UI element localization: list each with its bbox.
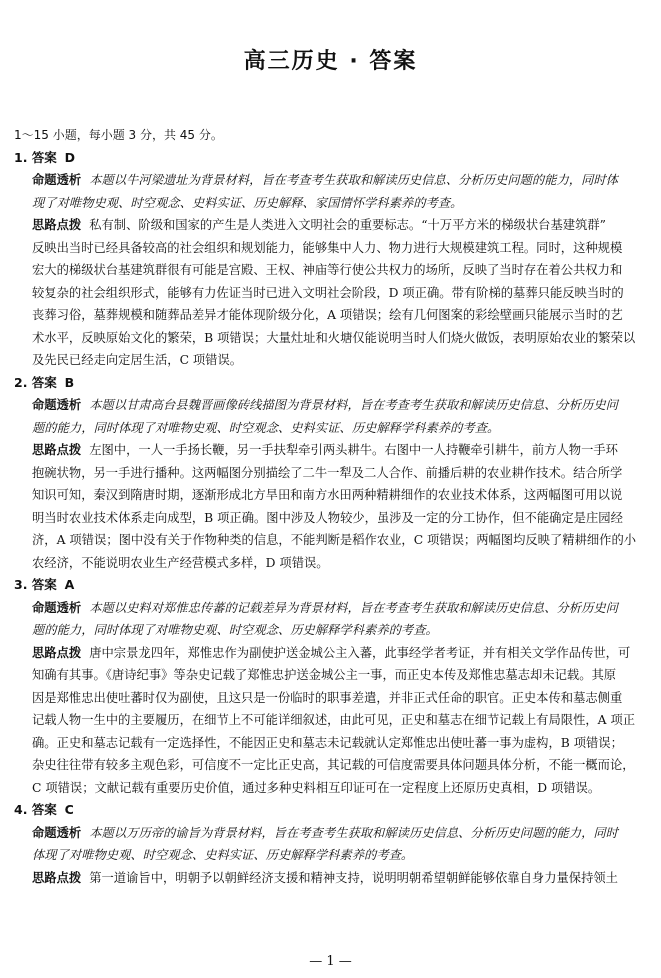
page-title: 高三历史 · 答案 <box>243 49 418 74</box>
question-3 <box>14 574 648 799</box>
analysis-text: 本题以史料对郑惟忠传蕃的记载差异为背景材料，旨在考查考生获取和解读历史信息、分析历史问 <box>89 600 618 615</box>
analysis-text: 题的能力，同时体现了对唯物史观、时空观念、历史解释学科素养的考查。 <box>32 623 438 637</box>
tip-text: 及先民已经走向定居生活，C 项错误。 <box>32 353 243 367</box>
tip-text: 杂史往往带有较多主观色彩，可信度不一定比正史高，其记载的可信度需要具体问题具体分析，不能一概而论， <box>32 758 635 772</box>
analysis-label: 命题透析 <box>32 173 82 187</box>
tip-text: 明当时农业技术体系走向成型，B 项正确。图中涉及人物较少，虽涉及一定的分工协作，但不能确定是庄园经 <box>32 510 623 525</box>
tip-label: 思路点拨 <box>32 443 82 457</box>
question-4 <box>14 799 648 889</box>
analysis-label: 命题透析 <box>32 398 82 412</box>
tip-text: 反映出当时已经具备较高的社会组织和规划能力，能够集中人力、物力进行大规模建筑工程。同时，这种规模 <box>32 240 623 255</box>
tip-text: 唐中宗景龙四年，郑惟忠作为副使护送金城公主入蕃，此事经学者考证，并有相关文学作品传世，可 <box>89 645 631 660</box>
answer-value: A <box>64 577 75 592</box>
answer-label: 3. 答案 <box>14 577 57 592</box>
tip-text: 丧葬习俗，墓葬规模和随葬品差异才能体现阶级分化，A 项错误；绘有几何图案的彩绘壁画只能展示当时的艺 <box>32 308 623 322</box>
tip-label: 思路点拨 <box>32 218 82 232</box>
answer-value: C <box>64 802 74 817</box>
analysis-text: 题的能力，同时体现了对唯物史观、时空观念、史料实证、历史解释学科素养的考查。 <box>32 420 500 435</box>
tip-label: 思路点拨 <box>32 870 82 885</box>
tip-text: 第一道谕旨中，明朝予以朝鲜经济支援和精神支持，说明明朝希望朝鲜能够依靠自身力量保持领土 <box>89 870 618 885</box>
analysis-text: 现了对唯物史观、时空观念、史料实证、历史解释、家国情怀学科素养的考查。 <box>32 195 463 210</box>
analysis-label: 命题透析 <box>32 825 82 840</box>
tip-text: 因是郑惟忠出使吐蕃时仅为副使，且这只是一份临时的职事差遣，并非正式任命的职官。正史本传和墓志侧重 <box>32 690 623 705</box>
tip-text: 术水平，反映原始文化的繁荣，B 项错误；大量灶址和火塘仅能说明当时人们烧火做饭，表明原始农业的繁荣以 <box>32 330 636 345</box>
analysis-label: 命题透析 <box>32 600 82 615</box>
answer-label: 2. 答案 <box>14 374 57 390</box>
tip-text: 记载人物一生中的主要履历，在细节上不可能详细叙述，由此可见，正史和墓志在细节记载上有局限性，A 项正 <box>32 713 636 727</box>
analysis-text: 本题以万历帝的谕旨为背景材料，旨在考查考生获取和解读历史信息、分析历史问题的能力，同时 <box>89 825 618 840</box>
tip-text: 知识可知，秦汉到隋唐时期，逐渐形成北方旱田和南方水田两种精耕细作的农业技术体系，这两幅图可用以说 <box>32 488 623 502</box>
analysis-text: 本题以甘肃高台县魏晋画像砖线描图为背景材料，旨在考查考生获取和解读历史信息、分析历史问 <box>89 398 618 412</box>
page-number: — 1 — <box>309 954 352 969</box>
tip-text: 知确有其事。《唐诗纪事》等杂史记载了郑惟忠护送金城公主一事，而正史本传及郑惟忠墓志却未记载。其原 <box>32 668 617 682</box>
question-2 <box>14 372 648 575</box>
section-header: 1～15 小题，每小题 3 分，共 45 分。 <box>14 128 223 142</box>
answer-value: B <box>64 374 75 390</box>
tip-text: 宏大的梯级状台基建筑群很有可能是宫殿、王权、神庙等行使公共权力的场所，反映了当时存在着公共权力和 <box>32 263 623 277</box>
tip-text: C 项错误；文献记载有重要历史价值，通过多种史料相互印证可在一定程度上还原历史真相，D 项错误。 <box>32 780 601 795</box>
tip-text: 抱碗状物，另一手进行播种。这两幅图分别描绘了二牛一犁及二人合作、前播后耕的农业耕作技术。结合所学 <box>32 465 623 480</box>
answer-label: 4. 答案 <box>14 802 57 817</box>
tip-text: 确。正史和墓志记载有一定选择性，不能因正史和墓志未记载就认定郑惟忠出使吐蕃一事为虚构，B 项错误； <box>32 735 623 750</box>
tip-label: 思路点拨 <box>32 645 82 660</box>
answer-value: D <box>64 149 76 165</box>
question-1 <box>14 147 648 372</box>
tip-text: 较复杂的社会组织形式，能够有力佐证当时已进入文明社会阶段，D 项正确。带有阶梯的墓葬只能反映当时的 <box>32 285 624 300</box>
analysis-text: 体现了对唯物史观、时空观念、史料实证、历史解释学科素养的考查。 <box>32 848 414 862</box>
tip-text: 左图中，一人一手扬长鞭，另一手扶犁牵引两头耕牛。右图中一人持鞭牵引耕牛，前方人物一手环 <box>89 443 618 457</box>
tip-text: 农经济，不能说明农业生产经营模式多样，D 项错误。 <box>32 555 329 570</box>
tip-text: 私有制、阶级和国家的产生是人类进入文明社会的重要标志。“十万平方米的梯级状台基建筑群” <box>89 218 606 232</box>
answer-label: 1. 答案 <box>14 149 57 165</box>
tip-text: 济，A 项错误；图中没有关于作物种类的信息，不能判断是稻作农业，C 项错误；两幅图均反映了精耕细作的小 <box>32 533 637 547</box>
analysis-text: 本题以牛河梁遗址为背景材料，旨在考查考生获取和解读历史信息、分析历史问题的能力，同时体 <box>89 173 618 187</box>
answer-content <box>14 124 648 889</box>
